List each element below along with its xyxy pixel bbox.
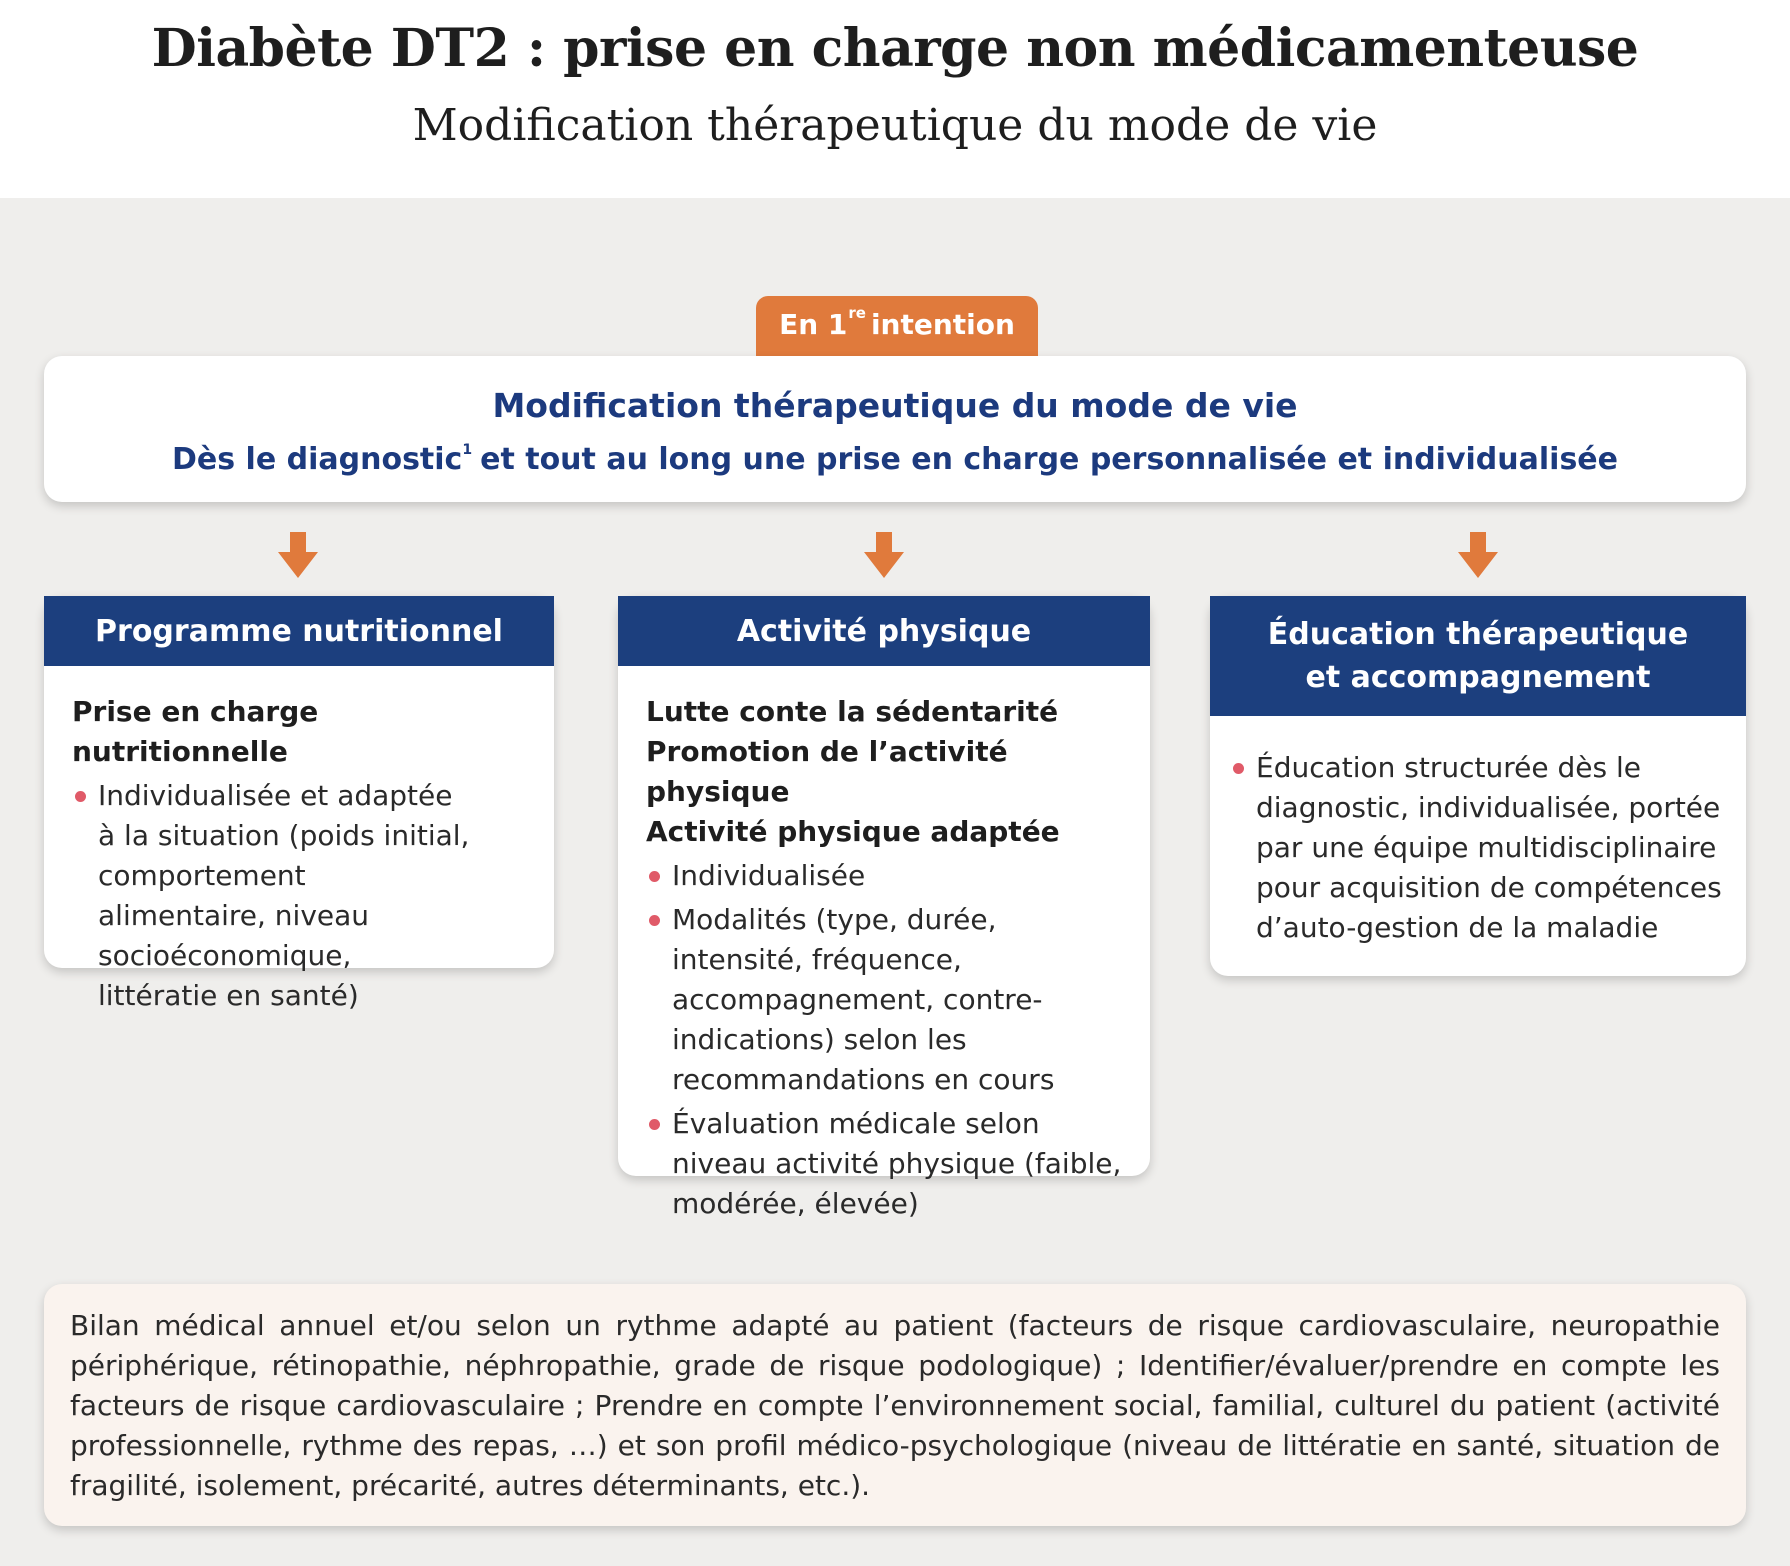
arrow-down-icon	[1458, 532, 1498, 578]
tag-superscript: re	[848, 304, 866, 322]
main-sub-after: et tout au long une prise en charge personnalisée et individualisée	[480, 442, 1618, 477]
card-heading: Promotion de l’activité physique	[646, 735, 1008, 808]
tag-text-after: intention	[870, 308, 1015, 341]
bullet-list	[72, 776, 530, 1016]
first-intention-tag	[756, 296, 1038, 360]
card-heading: Lutte conte la sédentarité	[646, 695, 1059, 728]
bullet-list	[646, 856, 1126, 1224]
footnote-ref: 1	[462, 442, 473, 458]
page-subtitle: Modification thérapeutique du mode de vie	[412, 100, 1378, 151]
arrow-down-icon	[864, 532, 904, 578]
card-heading: Activité physique adaptée	[646, 815, 1060, 848]
card-header: Activité physique	[618, 596, 1150, 666]
card-header	[1210, 596, 1746, 716]
card-therapeutic-education	[1210, 596, 1746, 976]
header	[0, 0, 1790, 198]
list-item: Individualisée et adaptée à la situation (poids initial, comportement alimentaire, niveau socioéconomique, littératie en santé)	[72, 776, 478, 1016]
arrow-down-icon	[278, 532, 318, 578]
card-body	[44, 666, 554, 1016]
tag-text-before: En 1	[779, 308, 848, 341]
card-nutrition	[44, 596, 554, 1012]
annual-review-text: Bilan médical annuel et/ou selon un rythme adapté au patient (facteurs de risque cardiovasculaire, neuropathie périphérique, rétinopathie, néphropathie, grade de risque podologique) ; Identifier/évaluer/prendre en compte les facteurs de risque cardiovasculaire ; Prendre en compte l’environnement social, familial, culturel du patient (activité professionnelle, rythme des repas, …) et son profil médico-psychologique (niveau de littératie en santé, situation de fragilité, isolement, précarité, autres déterminants, etc.).	[70, 1309, 1720, 1502]
main-sub-before: Dès le diagnostic	[172, 442, 463, 477]
annual-review-box	[44, 1284, 1746, 1526]
main-box-subtitle	[44, 442, 1746, 477]
card-header-line: et accompagnement	[1305, 660, 1651, 695]
list-item: Individualisée	[646, 856, 1126, 896]
main-box-title: Modification thérapeutique du mode de vie	[492, 386, 1298, 425]
card-heading: Prise en charge nutritionnelle	[72, 695, 319, 768]
bullet-list	[1230, 748, 1722, 948]
page-title: Diabète DT2 : prise en charge non médicamenteuse	[151, 18, 1639, 79]
list-item: Modalités (type, durée, intensité, fréquence, accompagnement, contre-indications) selon les recommandations en cours	[646, 900, 1126, 1100]
main-box	[44, 356, 1746, 502]
list-item: Éducation structurée dès le diagnostic, individualisée, portée par une équipe multidisciplinaire pour acquisition de compétences d’auto-gestion de la maladie	[1230, 748, 1722, 948]
card-body	[1210, 716, 1746, 948]
card-body	[618, 666, 1150, 1224]
card-header-line: Éducation thérapeutique	[1267, 617, 1689, 652]
card-header: Programme nutritionnel	[44, 596, 554, 666]
card-physical-activity	[618, 596, 1150, 1220]
list-item: Évaluation médicale selon niveau activité physique (faible, modérée, élevée)	[646, 1104, 1126, 1224]
